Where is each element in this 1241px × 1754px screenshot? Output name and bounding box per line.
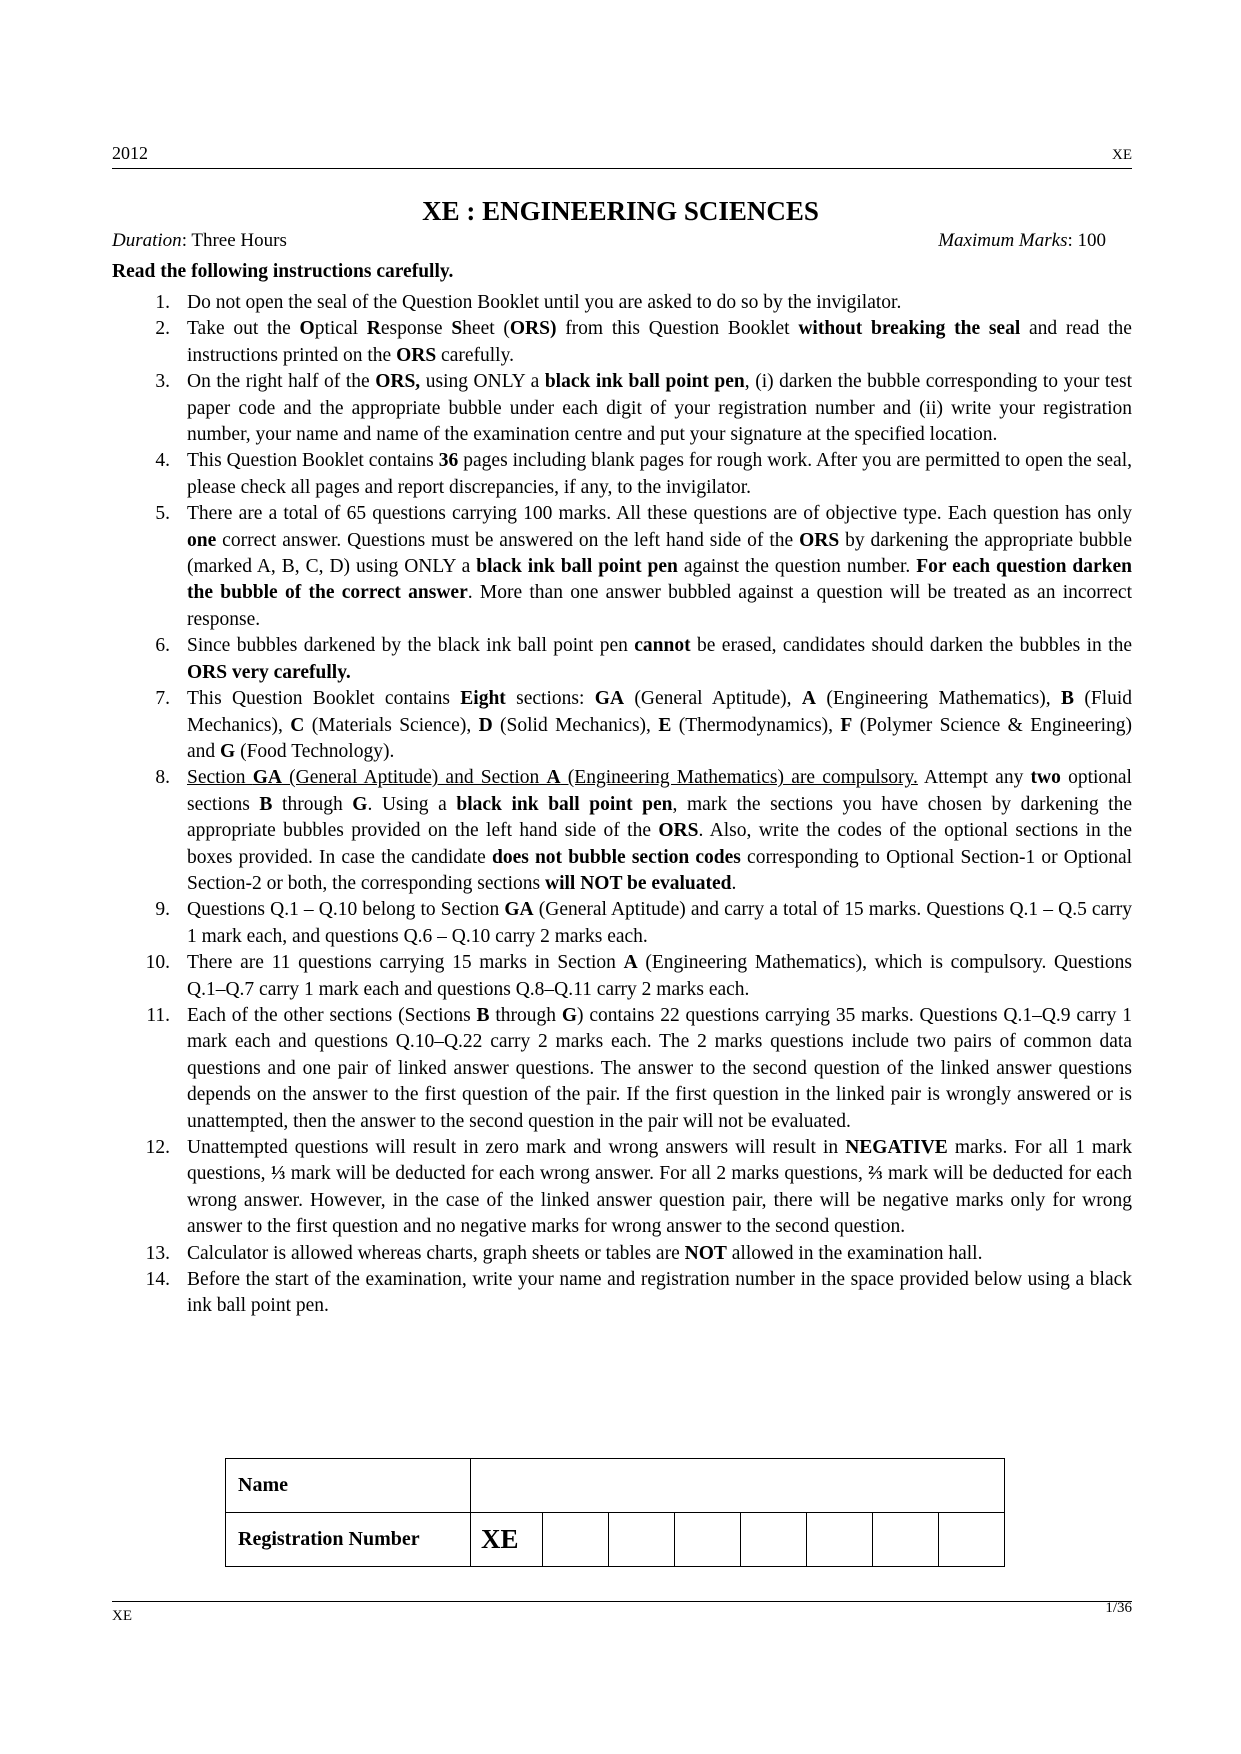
- instructions-heading: Read the following instructions carefully.: [112, 261, 454, 282]
- instruction-number: 5.: [155, 503, 170, 525]
- registration-digit-box[interactable]: [741, 1513, 807, 1567]
- instruction-item: [112, 765, 1132, 897]
- name-field[interactable]: [471, 1459, 1005, 1513]
- instruction-text: There are a total of 65 questions carrying 100 marks. All these questions are of objective type. Each question has only one correct answer. Questions must be answered on the left hand side of the ORS by darkening the appropriate bubble (marked A, B, C, D) using ONLY a black ink ball point pen against the question number. For each question darken the bubble of the correct answer. More than one answer bubbled against a question will be treated as an incorrect response.: [187, 503, 1132, 630]
- instruction-number: 11.: [146, 1004, 170, 1026]
- duration-value: : Three Hours: [181, 230, 287, 251]
- duration: [112, 230, 287, 252]
- instruction-item: [112, 1241, 1132, 1267]
- instruction-number: 7.: [155, 688, 170, 710]
- marks-label: Maximum Marks: [938, 230, 1068, 251]
- registration-digit-box[interactable]: [609, 1513, 675, 1567]
- instruction-text: Unattempted questions will result in zero mark and wrong answers will result in NEGATIVE marks. For all 1 mark questions, ⅓ mark will be deducted for each wrong answer. For all 2 marks questions, ⅔ mark will be deducted for each wrong answer. However, in the case of the linked answer question pair, there will be negative marks only for wrong answer to the first question and no negative marks for wrong answer to the second question.: [187, 1137, 1132, 1238]
- instruction-number: 6.: [155, 635, 170, 657]
- instruction-text: Section GA (General Aptitude) and Section A (Engineering Mathematics) are compulsory. Attempt any two optional sections B through G. Using a black ink ball point pen, mark the sections you have chosen by darkening the appropriate bubbles provided on the left hand side of the ORS. Also, write the codes of the optional sections in the boxes provided. In case the candidate does not bubble section codes corresponding to Optional Section-1 or Optional Section-2 or both, the corresponding sections will NOT be evaluated.: [187, 767, 1133, 894]
- registration-digit-box[interactable]: [807, 1513, 873, 1567]
- instruction-text: Questions Q.1 – Q.10 belong to Section GA (General Aptitude) and carry a total of 15 marks. Questions Q.1 – Q.5 carry 1 mark each, and questions Q.6 – Q.10 carry 2 marks each.: [187, 899, 1132, 947]
- instruction-text: On the right half of the ORS, using ONLY a black ink ball point pen, (i) darken the bubble corresponding to your test paper code and the appropriate bubble under each digit of your registration number and (ii) write your registration number, your name and name of the examination centre and put your signature at the specified location.: [187, 371, 1132, 446]
- instruction-text: Each of the other sections (Sections B through G) contains 22 questions carrying 35 marks. Questions Q.1–Q.9 carry 1 mark each and questions Q.10–Q.22 carry 2 marks each. The 2 marks questions include two pairs of common data questions and one pair of linked answer questions. The answer to the second question of the linked answer questions depends on the answer to the first question of the pair. If the first question in the linked pair is wrongly answered or is unattempted, then the answer to the second question in the pair will not be evaluated.: [187, 1004, 1133, 1132]
- instruction-text: Before the start of the examination, write your name and registration number in the space provided below using a black ink ball point pen.: [187, 1269, 1132, 1317]
- registration-digit-box[interactable]: [543, 1513, 609, 1567]
- instruction-number: 9.: [155, 899, 170, 921]
- instruction-item: [112, 950, 1132, 1003]
- registration-prefix: XE: [471, 1513, 543, 1567]
- page-header: [112, 143, 1132, 169]
- instruction-number: 3.: [155, 371, 170, 393]
- instruction-number: 4.: [155, 450, 170, 472]
- instruction-number: 14.: [145, 1269, 170, 1291]
- instruction-item: [112, 897, 1132, 950]
- instruction-item: [112, 1267, 1132, 1320]
- instructions-list: [112, 290, 1132, 1320]
- instruction-text: This Question Booklet contains 36 pages including blank pages for rough work. After you are permitted to open the seal, please check all pages and report discrepancies, if any, to the invigilator.: [187, 450, 1132, 498]
- registration-digit-box[interactable]: [873, 1513, 939, 1567]
- instruction-item: [112, 316, 1132, 369]
- instruction-item: [112, 686, 1132, 765]
- registration-row: [226, 1513, 1005, 1567]
- maximum-marks: [938, 230, 1106, 252]
- instruction-item: [112, 633, 1132, 686]
- instruction-text: Do not open the seal of the Question Booklet until you are asked to do so by the invigilator.: [187, 292, 902, 313]
- instruction-item: [112, 1135, 1132, 1241]
- instruction-text: Since bubbles darkened by the black ink ball point pen cannot be erased, candidates should darken the bubbles in the ORS very carefully.: [187, 635, 1132, 683]
- marks-value: : 100: [1067, 230, 1106, 251]
- footer-paper-code: XE: [112, 1608, 132, 1624]
- instruction-number: 8.: [155, 767, 170, 789]
- instruction-number: 1.: [155, 292, 170, 313]
- instruction-text: This Question Booklet contains Eight sections: GA (General Aptitude), A (Engineering Mathematics), B (Fluid Mechanics), C (Materials Science), D (Solid Mechanics), E (Thermodynamics), F (Polymer Science & Engineering) and G (Food Technology).: [187, 688, 1133, 762]
- instruction-item: [112, 1003, 1132, 1135]
- duration-label: Duration: [112, 230, 182, 251]
- name-label: Name: [226, 1459, 471, 1513]
- instruction-number: 2.: [155, 318, 170, 340]
- instruction-number: 12.: [145, 1137, 170, 1158]
- instruction-item: [112, 448, 1132, 501]
- registration-label: Registration Number: [226, 1513, 471, 1567]
- instruction-text: There are 11 questions carrying 15 marks in Section A (Engineering Mathematics), which is compulsory. Questions Q.1–Q.7 carry 1 mark each and questions Q.8–Q.11 carry 2 marks each.: [187, 952, 1132, 1000]
- registration-digit-box[interactable]: [939, 1513, 1005, 1567]
- page-number: 1/36: [1105, 1600, 1132, 1616]
- instruction-text: Calculator is allowed whereas charts, graph sheets or tables are NOT allowed in the examination hall.: [187, 1242, 983, 1264]
- registration-digit-box[interactable]: [675, 1513, 741, 1567]
- instruction-number: 10.: [145, 952, 170, 974]
- page-footer: [112, 1600, 1132, 1624]
- instruction-text: Take out the Optical Response Sheet (ORS) from this Question Booklet without breaking the seal and read the instructions printed on the ORS carefully.: [187, 318, 1132, 366]
- instruction-number: 13.: [145, 1242, 170, 1264]
- candidate-details-table: [225, 1458, 1005, 1567]
- header-year: 2012: [112, 143, 148, 163]
- header-paper-code: XE: [1112, 147, 1132, 163]
- instruction-item: [112, 369, 1132, 448]
- name-row: [226, 1459, 1005, 1513]
- paper-title: XE : ENGINEERING SCIENCES: [422, 196, 819, 226]
- instruction-item: [112, 501, 1132, 633]
- instruction-item: [112, 290, 1132, 316]
